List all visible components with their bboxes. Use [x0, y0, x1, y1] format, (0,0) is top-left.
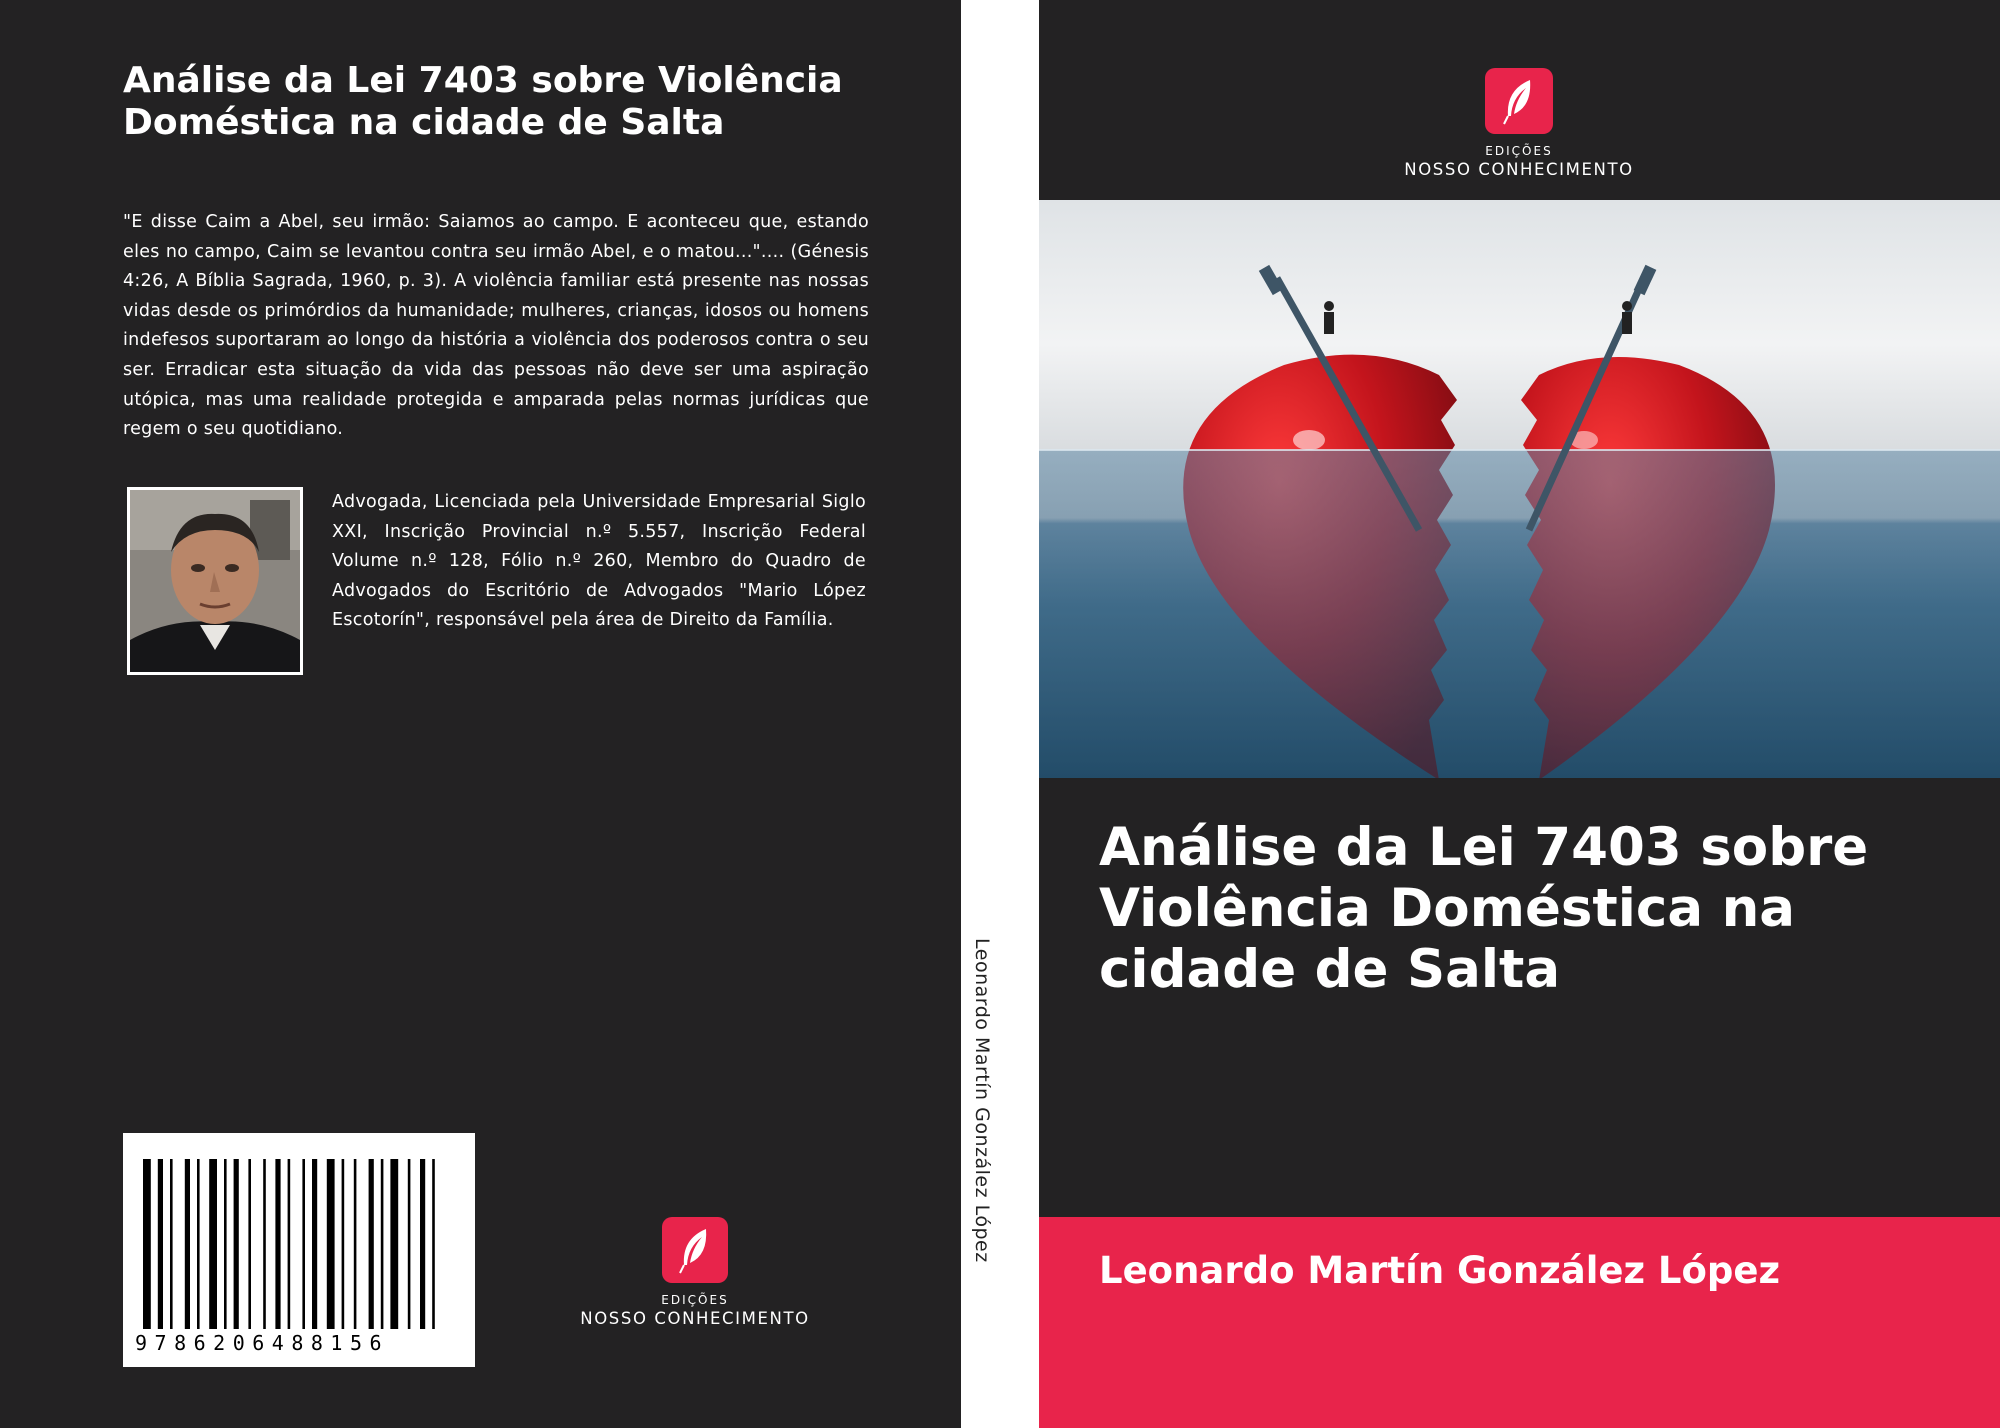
feather-logo-icon [1485, 68, 1553, 134]
cover-illustration [1039, 200, 2000, 778]
spine-author: Leonardo Martín González López [971, 938, 993, 1263]
front-cover-author: Leonardo Martín González López [1099, 1249, 1780, 1292]
author-band [1039, 1217, 2000, 1428]
author-photo [127, 487, 303, 675]
front-cover-title: Análise da Lei 7403 sobre Violência Doméstica na cidade de Salta [1099, 817, 1869, 1000]
back-publisher-logo [560, 1217, 830, 1328]
front-publisher-logo [1369, 68, 1669, 179]
author-portrait-icon [130, 490, 300, 672]
broken-heart-boats-icon [1039, 200, 2000, 778]
back-cover-title: Análise da Lei 7403 sobre Violência Doméstica na cidade de Salta [123, 60, 843, 143]
publisher-line1: EDIÇÕES [661, 1293, 729, 1307]
publisher-line1: EDIÇÕES [1485, 144, 1553, 158]
publisher-line2: NOSSO CONHECIMENTO [1404, 160, 1634, 179]
feather-logo-icon [662, 1217, 728, 1283]
isbn-barcode [123, 1133, 475, 1367]
publisher-line2: NOSSO CONHECIMENTO [580, 1309, 810, 1328]
barcode-digits: 9786206488156 [135, 1331, 390, 1355]
author-bio: Advogada, Licenciada pela Universidade Empresarial Siglo XXI, Inscrição Provincial n.º 5.557, Inscrição Federal Volume n.º 128, Fólio n.º 260, Membro do Quadro de Advogados do Escritório de Advogados "Mario López Escotorín", responsável pela área de Direito da Família. [332, 492, 866, 631]
back-cover-blurb: "E disse Caim a Abel, seu irmão: Saiamos ao campo. E aconteceu que, estando eles no campo, Caim se levantou contra seu irmão Abel, e o matou...".... (Génesis 4:26, A Bíblia Sagrada, 1960, p. 3). A violência familiar está presente nas nossas vidas desde os primórdios da humanidade; mulheres, crianças, idosos ou homens indefesos suportaram ao longo da história a violência dos poderosos contra o seu ser. Erradicar esta situação da vida das pessoas não deve ser uma aspiração utópica, mas uma realidade protegida e amparada pelas normas jurídicas que regem o seu quotidiano. [123, 212, 869, 440]
